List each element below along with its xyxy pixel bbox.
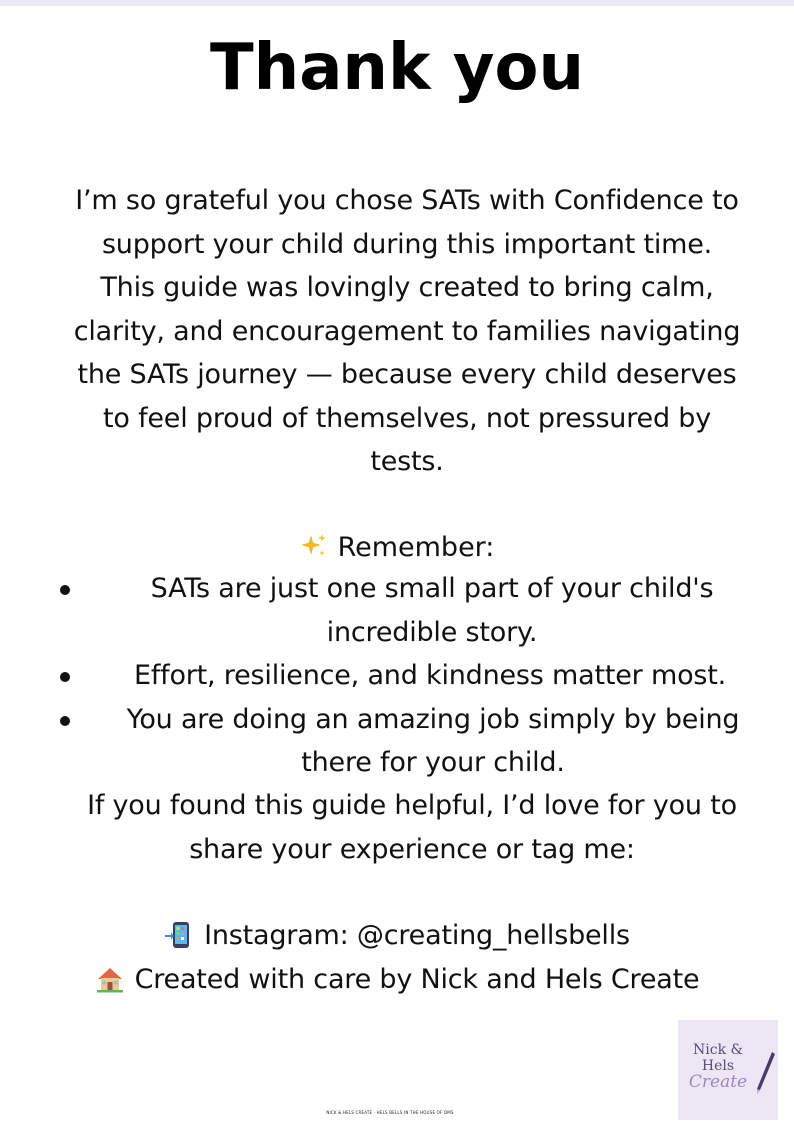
intro-line: clarity, and encouragement to families navigating [73, 315, 741, 347]
intro-line: support your child during this important time. [101, 228, 713, 260]
remember-list [0, 567, 794, 785]
sparkles-icon [300, 532, 328, 560]
brand-logo [678, 1020, 778, 1120]
contact-block [0, 914, 794, 1001]
bullet-icon [60, 585, 70, 595]
bullet-line: Effort, resilience, and kindness matter most. [133, 660, 727, 691]
logo-line: Hels [701, 1058, 735, 1074]
remember-heading [0, 526, 794, 570]
bullet-line: You are doing an amazing job simply by being [126, 703, 740, 735]
intro-line: I’m so grateful you chose SATs with Confidence to [75, 185, 739, 216]
created-by: Created with care by Nick and Hels Create [134, 963, 700, 995]
remember-label: Remember: [337, 532, 495, 563]
intro-paragraph [20, 179, 794, 484]
intro-line: the SATs journey — because every child deserves [77, 359, 737, 390]
bullet-icon [60, 672, 70, 682]
bullet-line: SATs are just one small part of your child's [150, 573, 714, 604]
logo-text [688, 1042, 748, 1090]
phone-icon [164, 920, 194, 950]
created-line [0, 958, 794, 1002]
instagram-line [0, 914, 794, 958]
logo-line: Create [688, 1072, 748, 1092]
bullet-line: incredible story. [326, 616, 538, 648]
intro-line: to feel proud of themselves, not pressured by [103, 402, 711, 434]
footer-credit: NICK & HELS CREATE · HELS BELLS IN THE HOUSE OF DMS [326, 1110, 454, 1115]
logo-line: Nick & [693, 1042, 743, 1058]
list-item [0, 654, 794, 698]
intro-line: This guide was lovingly created to bring calm, [100, 272, 714, 303]
closing-line: If you found this guide helpful, I’d love for you to [87, 790, 737, 821]
closing-line: share your experience or tag me: [189, 833, 635, 865]
bullet-line: there for your child. [301, 747, 565, 778]
house-icon [95, 964, 125, 994]
bullet-icon [60, 716, 70, 726]
instagram-handle: Instagram: @creating_hellsbells [204, 920, 630, 951]
page-title: Thank you [209, 31, 585, 105]
intro-line: tests. [370, 446, 444, 477]
closing-paragraph [30, 784, 794, 871]
list-item [0, 698, 794, 785]
list-item [0, 567, 794, 654]
pen-icon [752, 1050, 776, 1098]
